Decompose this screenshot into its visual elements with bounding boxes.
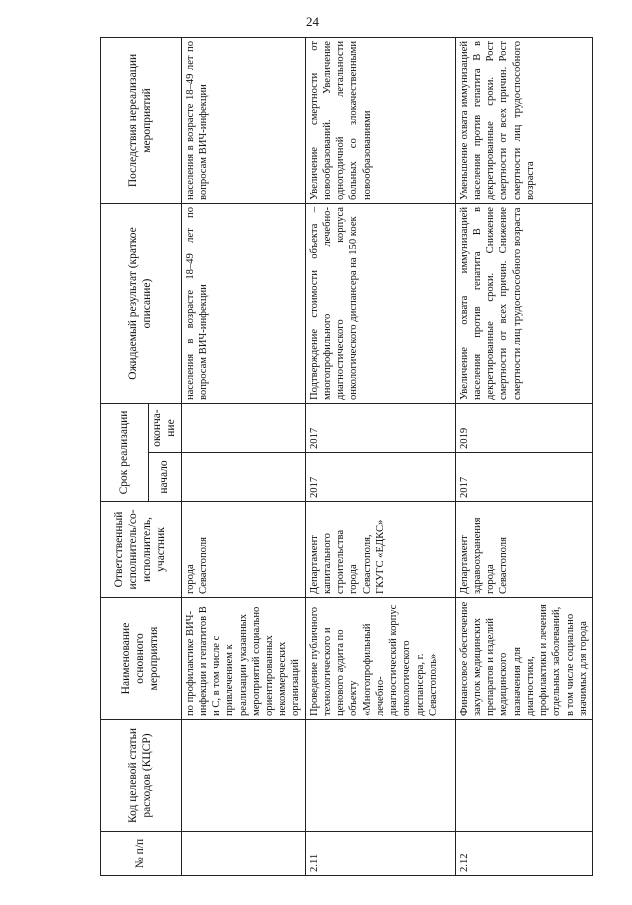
- cell-result: населения в возрасте 18–49 лет по вопросам ВИЧ-инфекции: [181, 204, 305, 404]
- cell-responsible: Департамент здравоохранения города Севастополя: [455, 502, 592, 598]
- header-row: [101, 38, 149, 876]
- page-number: 24: [306, 14, 319, 29]
- cell-name: по профилактике ВИЧ-инфекции и гепатитов В и С, в том числе с привлечением к реализации указанных мероприятий социально ориентированных некоммерческих организаций: [181, 598, 305, 720]
- cell-kcsr: [181, 720, 305, 832]
- cell-num: 2.11: [305, 832, 455, 876]
- cell-name: Финансовое обеспечение закупок медицинских препаратов и изделий медицинского назначения для диагностики, профилактики и лечения отдельных заболеваний, в том числе социально значимых для города: [455, 598, 592, 720]
- cell-num: [181, 832, 305, 876]
- header-start: начало: [149, 453, 182, 502]
- cell-num: 2.12: [455, 832, 592, 876]
- header-kcsr: Код целевой статьи расходов (КЦСР): [101, 720, 182, 832]
- cell-start: [181, 453, 305, 502]
- header-consequence: Последствия нереализации мероприятий: [101, 38, 182, 204]
- header-end: оконча-ние: [149, 404, 182, 453]
- cell-end: 2017: [305, 404, 455, 453]
- header-result: Ожидаемый результат (краткое описание): [101, 204, 182, 404]
- cell-consequence: Уменьшение охвата иммунизацией населения против гепатита В в декретированные сроки. Рост смертности от всех причин. Рост смертности лиц трудоспособного возраста: [455, 38, 592, 204]
- cell-result: Увеличение охвата иммунизацией населения против гепатита В в декретированные сроки. Снижение смертности от всех причин. Снижение смертности лиц трудоспособного возраста: [455, 204, 592, 404]
- cell-end: [181, 404, 305, 453]
- cell-responsible: города Севастополя: [181, 502, 305, 598]
- header-term: Срок реализации: [101, 404, 149, 502]
- cell-consequence: Увеличение смертности от новообразований. Увеличение одногодичной летальности больных со злокачественными новообразованиями: [305, 38, 455, 204]
- header-responsible: Ответственный исполнитель/со-исполнитель, участник: [101, 502, 182, 598]
- rotated-table-container: [100, 38, 589, 876]
- table-row: [305, 38, 455, 876]
- cell-result: Подтверждение стоимости объекта – многопрофильного лечебно-диагностического корпуса онкологического диспансера на 150 коек: [305, 204, 455, 404]
- header-name: Наименование основного мероприятия: [101, 598, 182, 720]
- cell-consequence: населения в возрасте 18–49 лет по вопросам ВИЧ-инфекции: [181, 38, 305, 204]
- cell-name: Проведение публичного технологического и ценового аудита по объекту «Многопрофильный лечебно-диагностический корпус онкологического диспансера, г. Севастополь»: [305, 598, 455, 720]
- table-row: [181, 38, 305, 876]
- cell-start: 2017: [455, 453, 592, 502]
- cell-end: 2019: [455, 404, 592, 453]
- table-row: [455, 38, 592, 876]
- measures-table: [100, 37, 593, 876]
- cell-kcsr: [305, 720, 455, 832]
- cell-start: 2017: [305, 453, 455, 502]
- cell-responsible: Департамент капитального строительства города Севастополя, ГКУГС «ЕДКС»: [305, 502, 455, 598]
- header-num: № п/п: [101, 832, 182, 876]
- cell-kcsr: [455, 720, 592, 832]
